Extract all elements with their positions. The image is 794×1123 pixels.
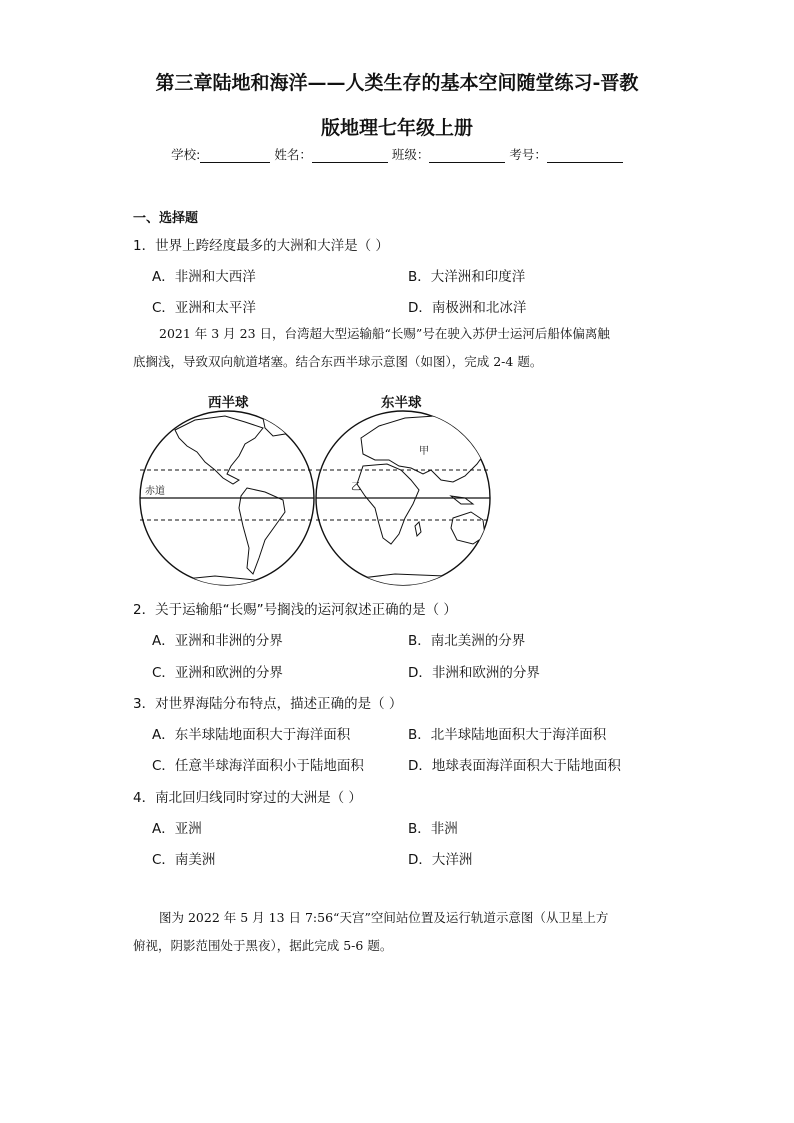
q2-option-a[interactable]: A．亚洲和非洲的分界 (152, 633, 283, 649)
hemispheres-map (135, 408, 495, 586)
q3-option-d[interactable]: D．地球表面海洋面积大于陆地面积 (408, 758, 621, 774)
exam-no-blank[interactable] (547, 148, 623, 163)
jia-label: 甲 (419, 446, 429, 457)
west-hemisphere (140, 411, 314, 586)
class-label: 班级： (391, 147, 430, 162)
q4-option-b[interactable]: B．非洲 (408, 821, 458, 837)
q4-option-d[interactable]: D．大洋洲 (408, 852, 473, 868)
west-hemisphere-label: 西半球 (208, 395, 249, 411)
q4-option-a[interactable]: A．亚洲 (152, 821, 202, 837)
class-blank[interactable] (429, 148, 505, 163)
q2-option-c[interactable]: C．亚洲和欧洲的分界 (152, 665, 283, 681)
name-label: 姓名： (274, 147, 312, 162)
school-blank[interactable] (200, 148, 270, 163)
section-heading: 一、选择题 (133, 211, 199, 226)
q3-option-b[interactable]: B．北半球陆地面积大于海洋面积 (408, 727, 607, 743)
page-title-line2: 版地理七年级上册 (320, 117, 473, 139)
passage-2-line2: 俯视，阴影范围处于黑夜），据此完成 5-6 题。 (133, 938, 393, 953)
q2-option-d[interactable]: D．非洲和欧洲的分界 (408, 665, 540, 681)
q1-option-a[interactable]: A．非洲和大西洋 (152, 269, 256, 285)
school-label: 学校: (171, 147, 201, 162)
east-hemisphere-label: 东半球 (381, 395, 422, 411)
passage-2 (133, 904, 663, 960)
student-info-row (0, 145, 794, 163)
question-4-stem: 4．南北回归线同时穿过的大洲是（ ） (133, 790, 362, 806)
question-3-stem: 3．对世界海陆分布特点，描述正确的是（ ） (133, 696, 403, 712)
question-1-stem: 1．世界上跨经度最多的大洲和大洋是（ ） (133, 238, 389, 254)
q1-option-d[interactable]: D．南极洲和北冰洋 (408, 300, 527, 316)
q4-option-c[interactable]: C．南美洲 (152, 852, 216, 868)
yi-label: 乙 (351, 482, 361, 493)
q3-option-a[interactable]: A．东半球陆地面积大于海洋面积 (152, 727, 351, 743)
passage-2-line1: 图为 2022 年 5 月 13 日 7:56“天宫”空间站位置及运行轨道示意图（从卫星上方 (159, 910, 609, 925)
page-title-line1: 第三章陆地和海洋——人类生存的基本空间随堂练习-晋教 (155, 72, 639, 94)
equator-label: 赤道 (145, 486, 165, 497)
q2-option-b[interactable]: B．南北美洲的分界 (408, 633, 526, 649)
passage-1-line1: 2021 年 3 月 23 日，台湾超大型运输船“长赐”号在驶入苏伊士运河后船体偏离触 (159, 326, 610, 341)
q1-option-c[interactable]: C．亚洲和太平洋 (152, 300, 256, 316)
name-blank[interactable] (312, 148, 388, 163)
q3-option-c[interactable]: C．任意半球海洋面积小于陆地面积 (152, 758, 364, 774)
east-hemisphere (316, 411, 490, 586)
exam-no-label: 考号： (509, 147, 547, 162)
q1-option-b[interactable]: B．大洋洲和印度洋 (408, 269, 526, 285)
passage-1-line2: 底搁浅，导致双向航道堵塞。结合东西半球示意图（如图），完成 2-4 题。 (133, 354, 543, 369)
passage-1 (133, 320, 663, 376)
question-2-stem: 2．关于运输船“长赐”号搁浅的运河叙述正确的是（ ） (133, 602, 457, 618)
